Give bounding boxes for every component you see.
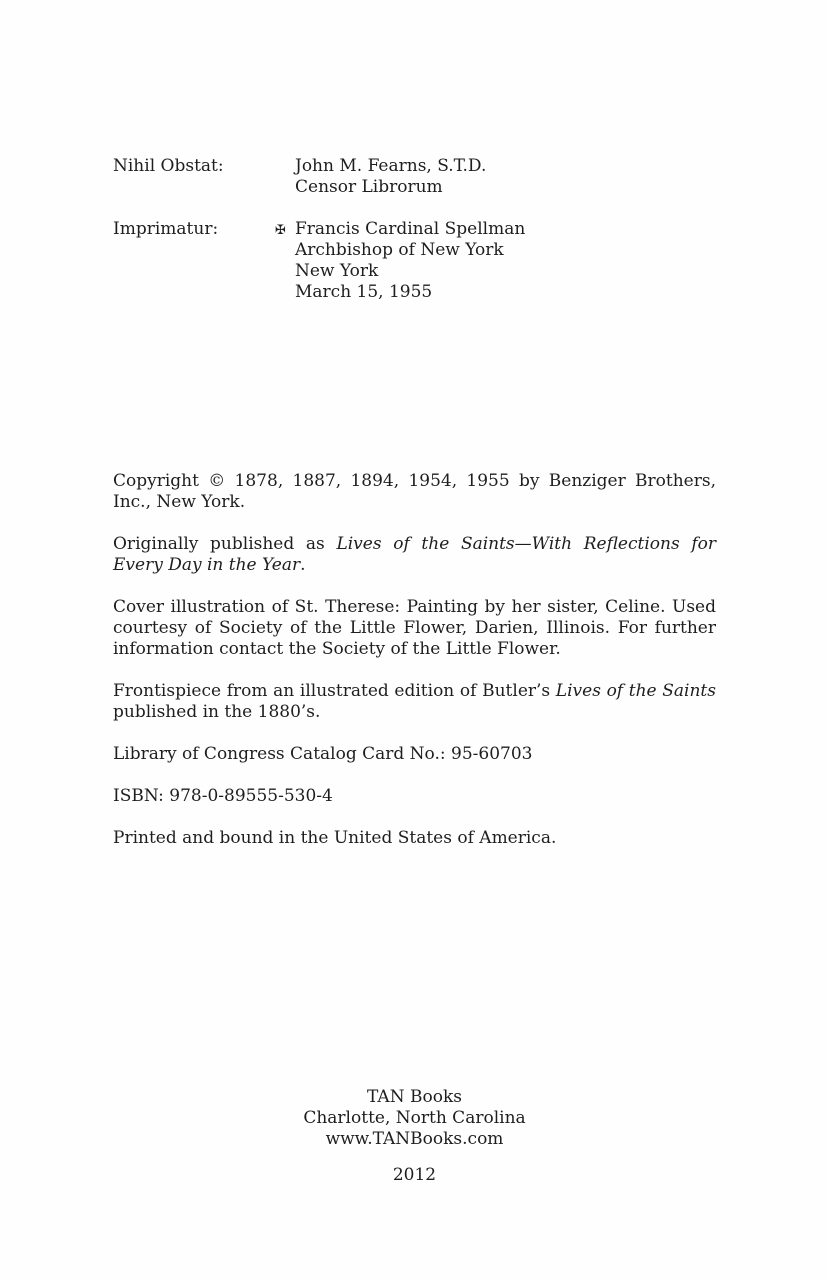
text-run: Frontispiece from an illustrated edition of Butler’s xyxy=(113,681,556,701)
nihil-obstat-line: Censor Librorum xyxy=(295,177,443,197)
paragraph xyxy=(113,744,716,765)
cross-icon: ✠ xyxy=(275,223,286,238)
paragraph xyxy=(113,471,716,513)
publication-year: 2012 xyxy=(392,1165,437,1185)
text-run: Cover illustration of St. Therese: Painting by her sister, Celine. Used courtesy of Society of the Little Flower, Darien, Illinois. For further information contact the Society of the Little Flower. xyxy=(113,597,716,659)
italic-text-run: Lives of the Saints xyxy=(555,681,716,701)
nihil-obstat-row xyxy=(113,156,716,198)
text-run: ISBN: 978-0-89555-530-4 xyxy=(113,786,333,806)
imprimatur-line: New York xyxy=(295,261,379,281)
text-run: Originally published as xyxy=(113,534,337,554)
publisher-website: www.TANBooks.com xyxy=(325,1129,504,1149)
text-run: Copyright © 1878, 1887, 1894, 1954, 1955 by Benziger Brothers, Inc., New York. xyxy=(113,471,716,512)
imprint-block xyxy=(113,156,716,303)
italic-text-run: Lives of the Saints—With Reflections for Every Day in the Year xyxy=(113,534,716,575)
paragraph xyxy=(113,681,716,723)
imprimatur-line: Archbishop of New York xyxy=(295,240,504,260)
paragraph xyxy=(113,597,716,660)
text-run: published in the 1880’s. xyxy=(113,702,321,722)
publisher-block xyxy=(113,1087,716,1186)
imprimatur-line xyxy=(275,219,526,240)
imprimatur-value xyxy=(275,219,526,303)
imprimatur-label: Imprimatur: xyxy=(113,219,219,239)
publisher-location: Charlotte, North Carolina xyxy=(303,1108,526,1128)
publisher-name: TAN Books xyxy=(367,1087,462,1107)
paragraph xyxy=(113,786,716,807)
body-paragraphs xyxy=(113,471,716,849)
nihil-obstat-label: Nihil Obstat: xyxy=(113,156,224,176)
nihil-obstat-value xyxy=(295,156,486,198)
nihil-obstat-line: John M. Fearns, S.T.D. xyxy=(295,156,487,176)
paragraph xyxy=(113,534,716,576)
paragraph xyxy=(113,828,716,849)
imprimatur-name: Francis Cardinal Spellman xyxy=(295,219,526,239)
imprimatur-row xyxy=(113,219,716,303)
text-run: Library of Congress Catalog Card No.: 95-60703 xyxy=(113,744,533,764)
imprimatur-line: March 15, 1955 xyxy=(295,282,433,302)
text-run: Printed and bound in the United States of America. xyxy=(113,828,557,848)
text-run: . xyxy=(300,555,306,575)
